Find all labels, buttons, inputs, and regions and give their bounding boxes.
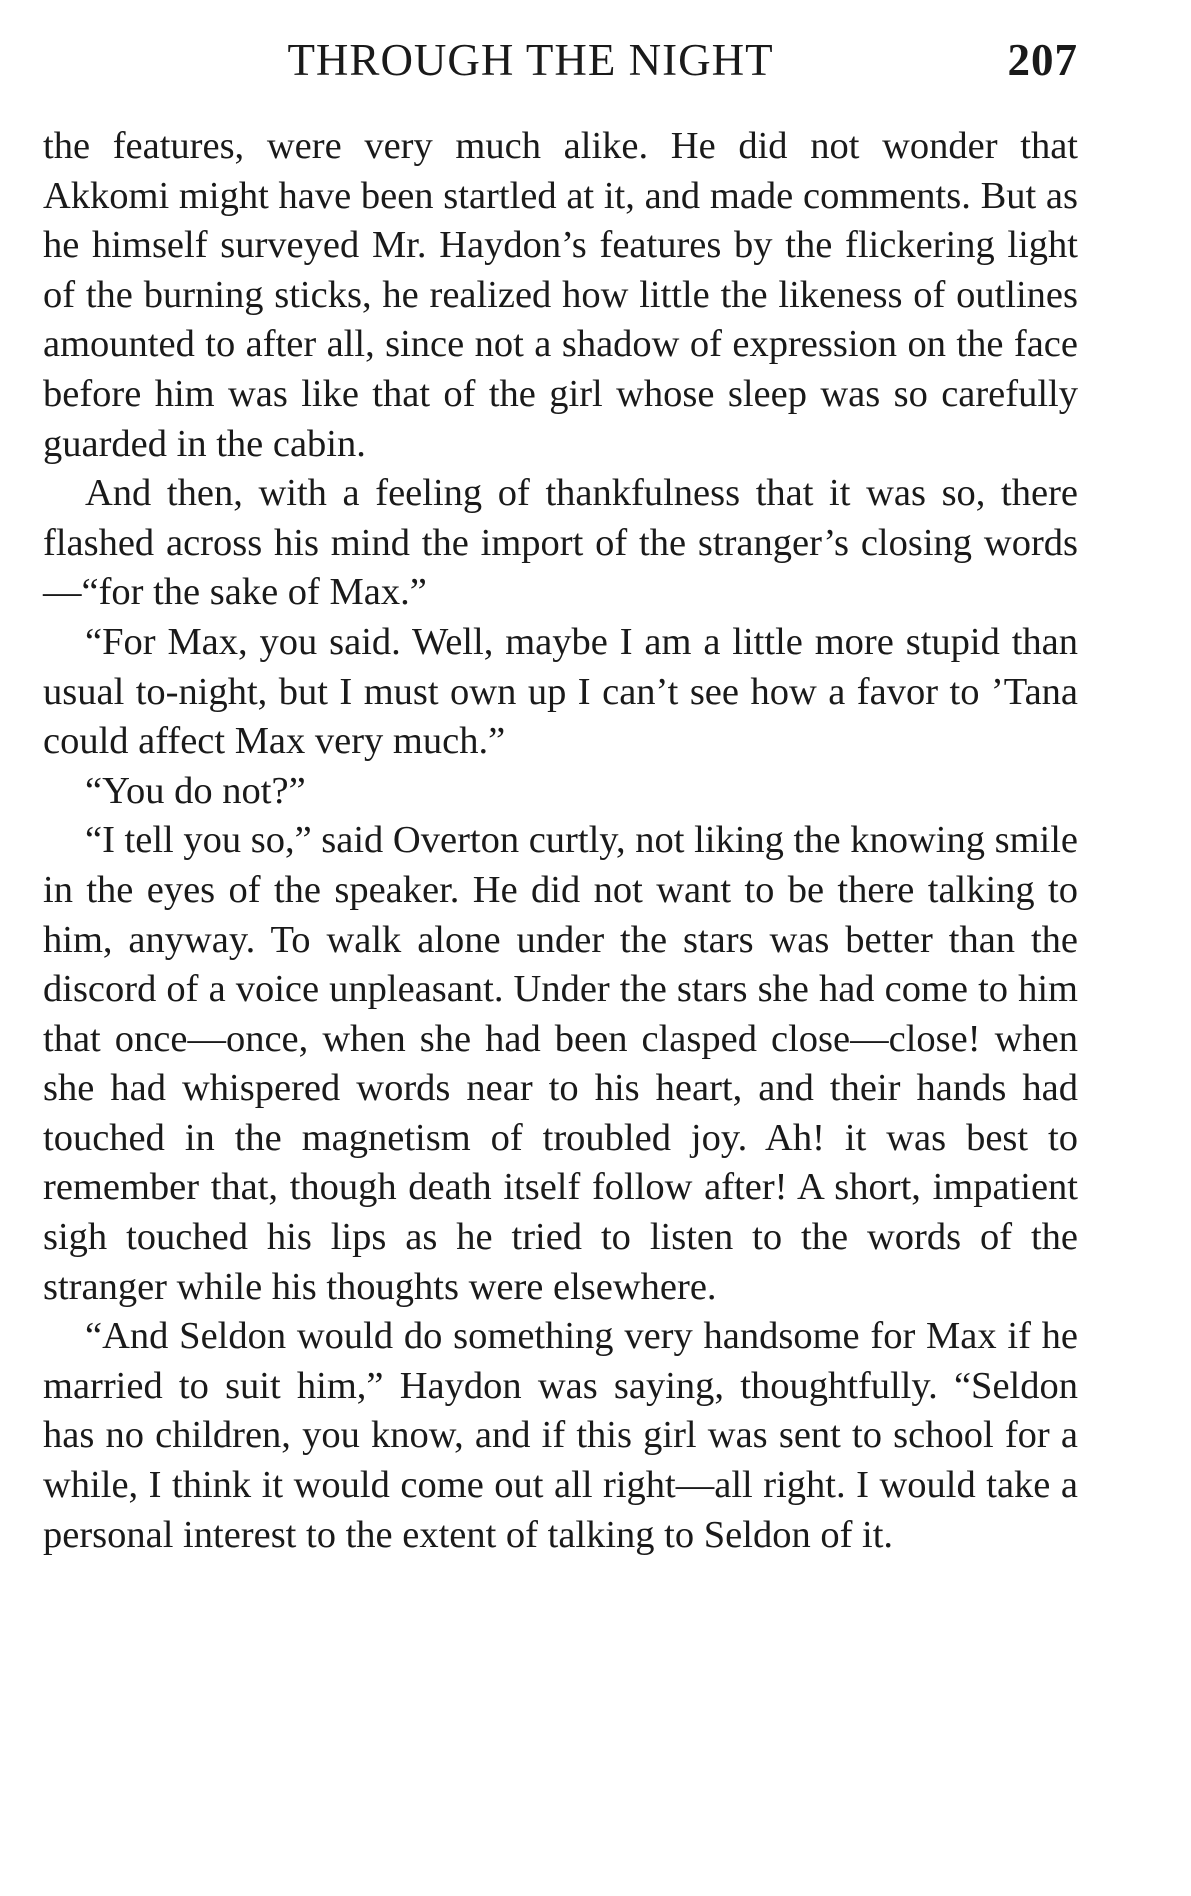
paragraph: And then, with a feeling of thankfulness that it was so, there flashed across his mind the import of the stranger’s closing words—“for the sake of Max.”	[43, 472, 1078, 614]
body-text	[43, 122, 1078, 1560]
paragraph: “And Seldon would do something very handsome for Max if he married to suit him,” Haydon was saying, thoughtfully. “Seldon has no children, you know, and if this girl was sent to school for a while, I think it would come out all right—all right. I would take a personal interest to the extent of talking to Seldon of it.	[43, 1315, 1078, 1556]
paragraph: “For Max, you said. Well, maybe I am a little more stupid than usual to-night, but I must own up I can’t see how a favor to ’Tana could affect Max very much.”	[43, 620, 1078, 763]
book-page	[43, 34, 1078, 1560]
paragraph: the features, were very much alike. He did not wonder that Akkomi might have been startled at it, and made comments. But as he himself surveyed Mr. Haydon’s features by the flickering light of the burning sticks, he realized how little the likeness of outlines amounted to after all, since not a shadow of expression on the face before him was like that of the girl whose sleep was so carefully guarded in the cabin.	[43, 125, 1078, 465]
paragraph: “I tell you so,” said Overton curtly, not liking the knowing smile in the eyes of the speaker. He did not want to be there talking to him, anyway. To walk alone under the stars was better than the discord of a voice unpleasant. Under the stars she had come to him that once—once, when she had been clasped close—close! when she had whispered words near to his heart, and their hands had touched in the magnetism of troubled joy. Ah! it was best to remember that, though death itself follow after! A short, impatient sigh touched his lips as he tried to listen to the words of the stranger while his thoughts were elsewhere.	[43, 819, 1078, 1308]
running-title: THROUGH THE NIGHT	[287, 35, 774, 85]
running-head	[43, 34, 1078, 94]
page-number: 207	[1007, 35, 1078, 85]
paragraph: “You do not?”	[85, 769, 306, 812]
